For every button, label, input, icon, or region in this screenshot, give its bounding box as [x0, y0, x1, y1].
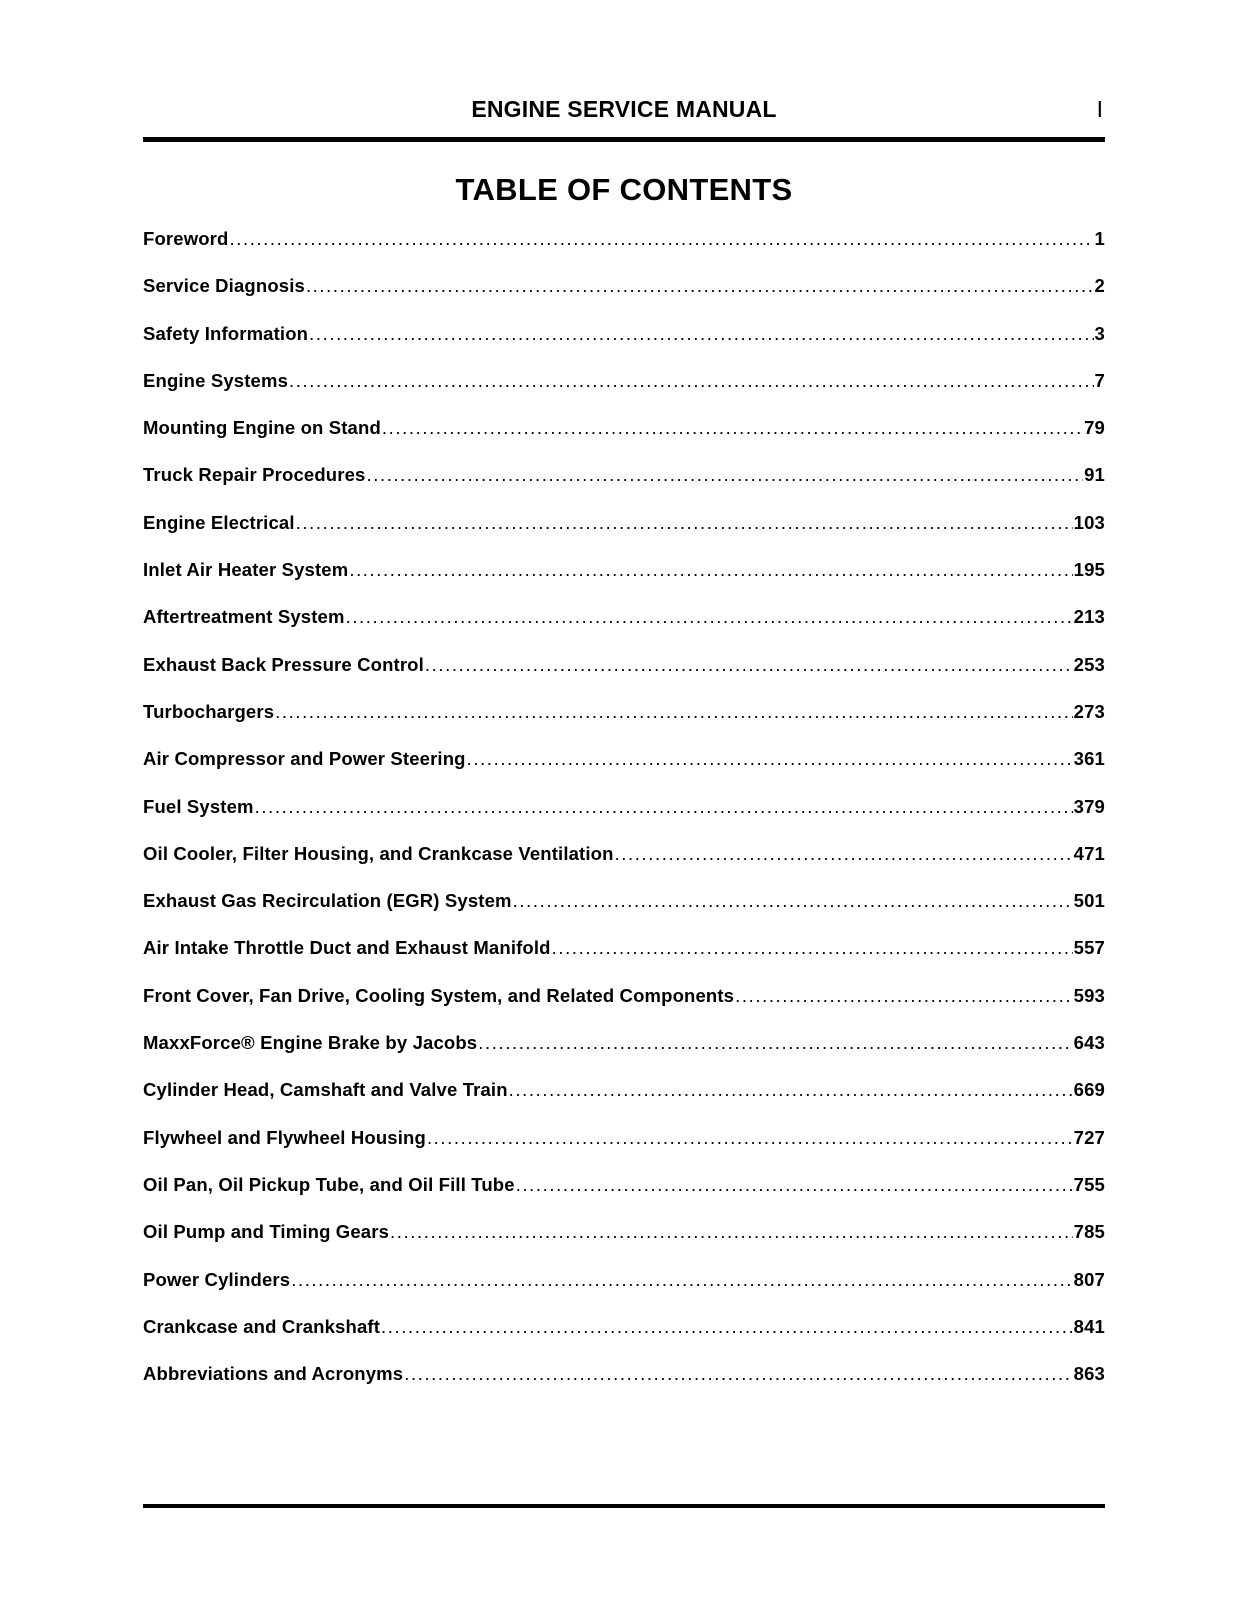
toc-entry-label: Crankcase and Crankshaft — [143, 1315, 380, 1337]
toc-entry[interactable] — [143, 323, 1105, 370]
toc-entry-page: 2 — [1094, 275, 1105, 297]
toc-entry[interactable] — [143, 1221, 1105, 1268]
toc-entry[interactable] — [143, 1363, 1105, 1410]
toc-entry-page: 593 — [1073, 984, 1105, 1006]
toc-entry-page: 7 — [1094, 369, 1105, 391]
dot-leader — [390, 1221, 1073, 1243]
dot-leader — [509, 1079, 1073, 1101]
toc-entry[interactable] — [143, 1127, 1105, 1174]
dot-leader — [404, 1363, 1072, 1385]
toc-entry[interactable] — [143, 748, 1105, 795]
dot-leader — [296, 512, 1073, 534]
dot-leader — [346, 606, 1073, 628]
toc-entry-label: Safety Information — [143, 322, 309, 344]
toc-entry[interactable] — [143, 1032, 1105, 1079]
toc-entry-page: 785 — [1073, 1221, 1105, 1243]
page-number: I — [1096, 96, 1103, 122]
dot-leader — [381, 1316, 1073, 1338]
toc-title: TABLE OF CONTENTS — [455, 172, 793, 207]
toc-entry-page: 557 — [1073, 937, 1105, 959]
toc-entry-label: Flywheel and Flywheel Housing — [143, 1126, 426, 1148]
toc-entry-page: 253 — [1073, 653, 1105, 675]
toc-entry-label: Power Cylinders — [143, 1268, 291, 1290]
dot-leader — [735, 985, 1073, 1007]
dot-leader — [467, 748, 1073, 770]
dot-leader — [552, 937, 1073, 959]
toc-entry[interactable] — [143, 843, 1105, 890]
dot-leader — [516, 1174, 1073, 1196]
toc-entry-page: 103 — [1073, 511, 1105, 533]
toc-entry-label: Exhaust Gas Recirculation (EGR) System — [143, 890, 512, 912]
toc-entry-label: Engine Systems — [143, 369, 289, 391]
toc-entry[interactable] — [143, 512, 1105, 559]
toc-entry[interactable] — [143, 1174, 1105, 1221]
toc-entry[interactable] — [143, 1316, 1105, 1363]
toc-entry-page: 195 — [1073, 559, 1105, 581]
footer-rule — [143, 1504, 1105, 1508]
toc-entry-page: 755 — [1073, 1173, 1105, 1195]
toc-entry-label: Truck Repair Procedures — [143, 464, 366, 486]
toc-entry[interactable] — [143, 228, 1105, 275]
page-header — [143, 96, 1105, 128]
toc-entry[interactable] — [143, 1269, 1105, 1316]
toc-entry-page: 727 — [1073, 1126, 1105, 1148]
toc-entry-label: Oil Pump and Timing Gears — [143, 1221, 390, 1243]
toc-entry-label: Service Diagnosis — [143, 275, 305, 297]
dot-leader — [513, 890, 1073, 912]
toc-entry[interactable] — [143, 701, 1105, 748]
toc-entry[interactable] — [143, 985, 1105, 1032]
toc-entry-label: Cylinder Head, Camshaft and Valve Train — [143, 1079, 508, 1101]
dot-leader — [615, 843, 1073, 865]
dot-leader — [289, 370, 1094, 392]
dot-leader — [309, 323, 1093, 345]
dot-leader — [291, 1269, 1072, 1291]
toc-entry-label: Air Compressor and Power Steering — [143, 748, 466, 770]
toc-entry-label: Inlet Air Heater System — [143, 559, 349, 581]
toc-entry-label: Front Cover, Fan Drive, Cooling System, and Related Components — [143, 984, 735, 1006]
toc-entry-page: 213 — [1073, 606, 1105, 628]
toc-entry-label: Exhaust Back Pressure Control — [143, 653, 424, 675]
toc-entry[interactable] — [143, 606, 1105, 653]
dot-leader — [275, 701, 1073, 723]
toc-entry[interactable] — [143, 937, 1105, 984]
dot-leader — [478, 1032, 1072, 1054]
toc-entry-page: 501 — [1073, 890, 1105, 912]
toc-entry[interactable] — [143, 559, 1105, 606]
toc-entry-page: 79 — [1084, 417, 1105, 439]
toc-entry-label: MaxxForce® Engine Brake by Jacobs — [143, 1032, 478, 1054]
toc-entry-page: 361 — [1073, 748, 1105, 770]
toc-entry[interactable] — [143, 654, 1105, 701]
toc-entry-page: 91 — [1084, 464, 1105, 486]
dot-leader — [349, 559, 1072, 581]
toc-entry-label: Aftertreatment System — [143, 606, 345, 628]
toc-entry-page: 863 — [1073, 1363, 1105, 1385]
dot-leader — [306, 275, 1094, 297]
toc-entry-page: 807 — [1073, 1268, 1105, 1290]
toc-entry[interactable] — [143, 464, 1105, 511]
dot-leader — [366, 464, 1083, 486]
toc-entry-page: 643 — [1073, 1032, 1105, 1054]
toc-entry-label: Fuel System — [143, 795, 254, 817]
toc-entry-label: Air Intake Throttle Duct and Exhaust Manifold — [143, 937, 551, 959]
toc-entry[interactable] — [143, 370, 1105, 417]
toc-entry-page: 471 — [1073, 842, 1105, 864]
toc-entry[interactable] — [143, 890, 1105, 937]
toc-entry[interactable] — [143, 275, 1105, 322]
toc-entry-page: 669 — [1073, 1079, 1105, 1101]
dot-leader — [425, 654, 1073, 676]
dot-leader — [255, 796, 1073, 818]
toc-entry-label: Oil Cooler, Filter Housing, and Crankcase Ventilation — [143, 842, 614, 864]
toc-entry-label: Foreword — [143, 228, 229, 249]
toc-entry-label: Abbreviations and Acronyms — [143, 1363, 404, 1385]
header-rule — [143, 137, 1105, 142]
toc-entry[interactable] — [143, 796, 1105, 843]
toc-entry-page: 841 — [1073, 1315, 1105, 1337]
toc-entry-page: 3 — [1094, 322, 1105, 344]
toc-entry-label: Engine Electrical — [143, 511, 295, 533]
toc-entry-page: 273 — [1073, 700, 1105, 722]
dot-leader — [382, 417, 1083, 439]
dot-leader — [229, 228, 1093, 250]
toc-list — [143, 228, 1105, 1410]
toc-entry-label: Turbochargers — [143, 700, 275, 722]
toc-entry-label: Oil Pan, Oil Pickup Tube, and Oil Fill Tube — [143, 1173, 515, 1195]
manual-title: ENGINE SERVICE MANUAL — [471, 96, 777, 122]
toc-entry[interactable] — [143, 417, 1105, 464]
dot-leader — [427, 1127, 1073, 1149]
toc-entry-page: 379 — [1073, 795, 1105, 817]
toc-entry-page: 1 — [1094, 228, 1105, 249]
toc-entry-label: Mounting Engine on Stand — [143, 417, 381, 439]
toc-entry[interactable] — [143, 1079, 1105, 1126]
